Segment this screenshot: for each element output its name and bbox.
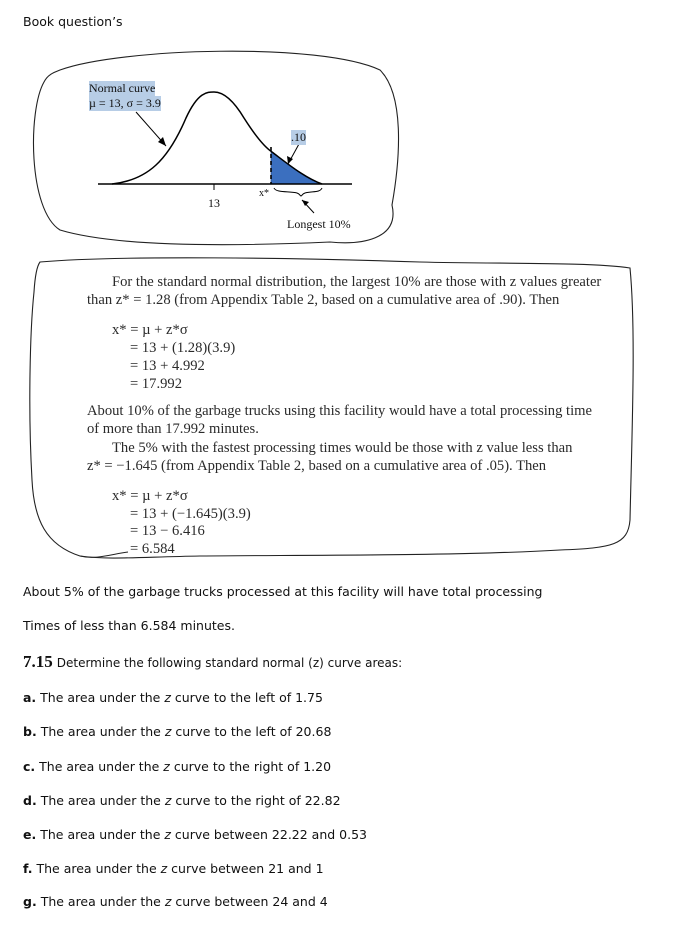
solution-p2-line2: of more than 17.992 minutes. xyxy=(87,421,259,437)
question-header xyxy=(23,652,402,672)
question-prompt: Determine the following standard normal (z) curve areas: xyxy=(56,656,403,670)
solution-p3-line2: z* = −1.645 (from Appendix Table 2, based on a cumulative area of .05). Then xyxy=(87,458,547,474)
curve-label-line1: Normal curve xyxy=(89,81,156,95)
question-item-g: g. The area under the z curve between 24 and 4 xyxy=(23,894,328,909)
longest-label: Longest 10% xyxy=(287,217,351,231)
eq2-line1: x* = µ + z*σ xyxy=(112,488,188,504)
solution-p1-line2: than z* = 1.28 (from Appendix Table 2, based on a cumulative area of .90). Then xyxy=(87,292,560,308)
question-number: 7.15 xyxy=(23,652,53,671)
question-item-e: e. The area under the z curve between 22.22 and 0.53 xyxy=(23,827,367,842)
question-item-f: f. The area under the z curve between 21 and 1 xyxy=(23,861,324,876)
xstar-tick-label: x* xyxy=(259,188,269,199)
page-heading: Book question’s xyxy=(23,14,123,29)
curve-label-line2: µ = 13, σ = 3.9 xyxy=(89,96,161,110)
longest-arrowhead xyxy=(302,200,309,206)
tail-value-label: .10 xyxy=(291,130,306,144)
solution-p2-line1: About 10% of the garbage trucks using this facility would have a total processing time xyxy=(87,403,592,419)
question-item-c: c. The area under the z curve to the right of 1.20 xyxy=(23,759,332,774)
eq1-line4: = 17.992 xyxy=(130,376,183,392)
mean-tick-label: 13 xyxy=(208,196,220,210)
eq1-line1: x* = µ + z*σ xyxy=(112,322,188,338)
conclusion-line1: About 5% of the garbage trucks processed at this facility will have total processing xyxy=(23,584,543,599)
question-item-d: d. The area under the z curve to the right of 22.82 xyxy=(23,793,341,808)
eq2-line4: = 6.584 xyxy=(130,541,175,557)
question-item-a: a. The area under the z curve to the left of 1.75 xyxy=(23,690,323,705)
question-item-b: b. The area under the z curve to the left of 20.68 xyxy=(23,724,332,739)
tail-bracket xyxy=(274,188,322,196)
eq2-line2: = 13 + (−1.645)(3.9) xyxy=(130,506,251,522)
solution-p1-line1: For the standard normal distribution, the largest 10% are those with z values greater xyxy=(112,274,602,290)
solution-p3-line1: The 5% with the fastest processing times would be those with z value less than xyxy=(112,440,573,456)
eq1-line3: = 13 + 4.992 xyxy=(130,358,205,374)
eq2-line3: = 13 − 6.416 xyxy=(130,523,205,539)
eq1-line2: = 13 + (1.28)(3.9) xyxy=(130,340,236,356)
conclusion-line2: Times of less than 6.584 minutes. xyxy=(23,618,235,633)
